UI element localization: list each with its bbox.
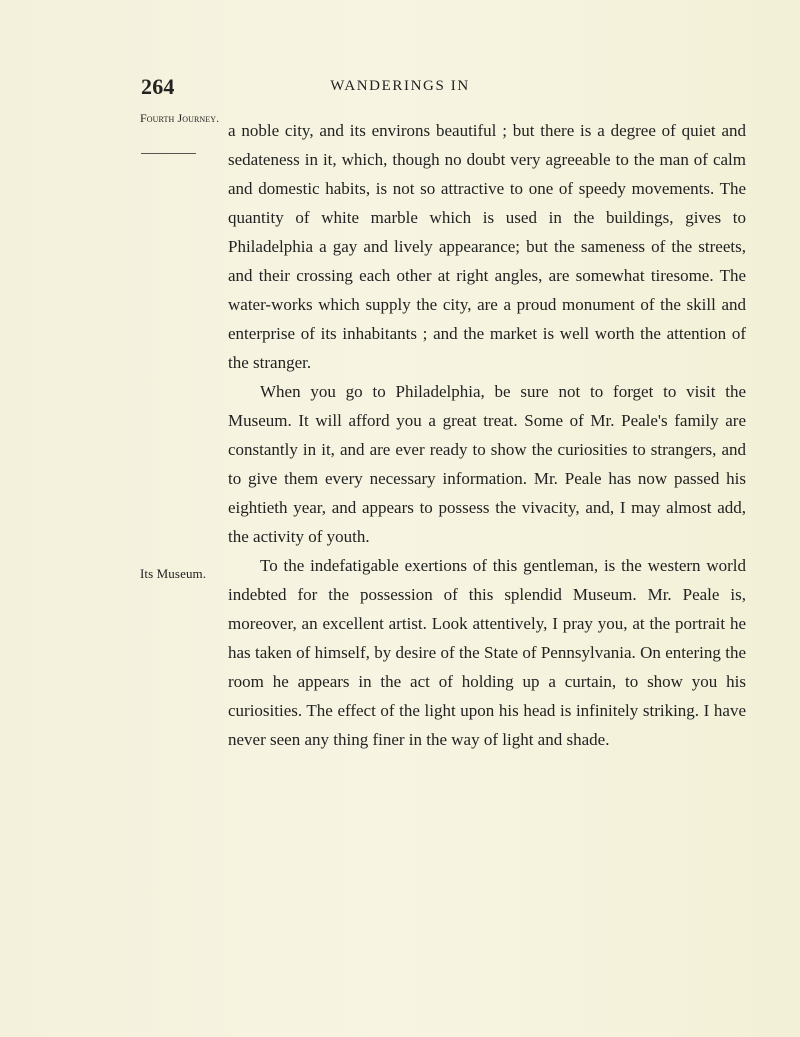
paragraph-mr-peale: To the indefatigable exertions of this gentleman, is the western world indebted for the possession of this splendid Museum. Mr. Peale is, moreover, an excellent artist. Look attentively, I pray you, at the portrait he has taken of himself, by desire of the State of Pennsylvania. On entering the room he appears in the act of holding up a curtain, to show you his curiosities. The effect of the light upon his head is infinitely striking. I have never seen any thing finer in the way of light and shade. xyxy=(228,556,746,749)
paragraph-philadelphia: a noble city, and its environs beautiful ; but there is a degree of quiet and sedateness in it, which, though no doubt very agreeable to the man of calm and domestic habits, is not so attractive to one of speedy movements. The quantity of white marble which is used in the buildings, gives to Philadelphia a gay and lively appearance; but the sameness of the streets, and their crossing each other at right angles, are somewhat tiresome. The water-works which supply the city, are a proud monument of the skill and enterprise of its inhabitants ; and the market is well worth the attention of the stranger. xyxy=(228,121,746,372)
margin-note-divider xyxy=(141,153,196,154)
paragraph-museum-visit: When you go to Philadelphia, be sure not to forget to visit the Museum. It will afford you a great treat. Some of Mr. Peale's family are constantly in it, and are ever ready to show the curiosities to strangers, and to give them every necessary information. Mr. Peale has now passed his eightieth year, and appears to possess the vivacity, and, I may almost add, the activity of youth. xyxy=(228,382,746,546)
body-text xyxy=(228,116,746,754)
margin-note-journey: Fourth Journey. xyxy=(140,111,220,125)
page-number: 264 xyxy=(141,74,175,99)
margin-note-museum: Its Museum. xyxy=(140,566,207,581)
running-head: WANDERINGS IN xyxy=(330,78,470,94)
